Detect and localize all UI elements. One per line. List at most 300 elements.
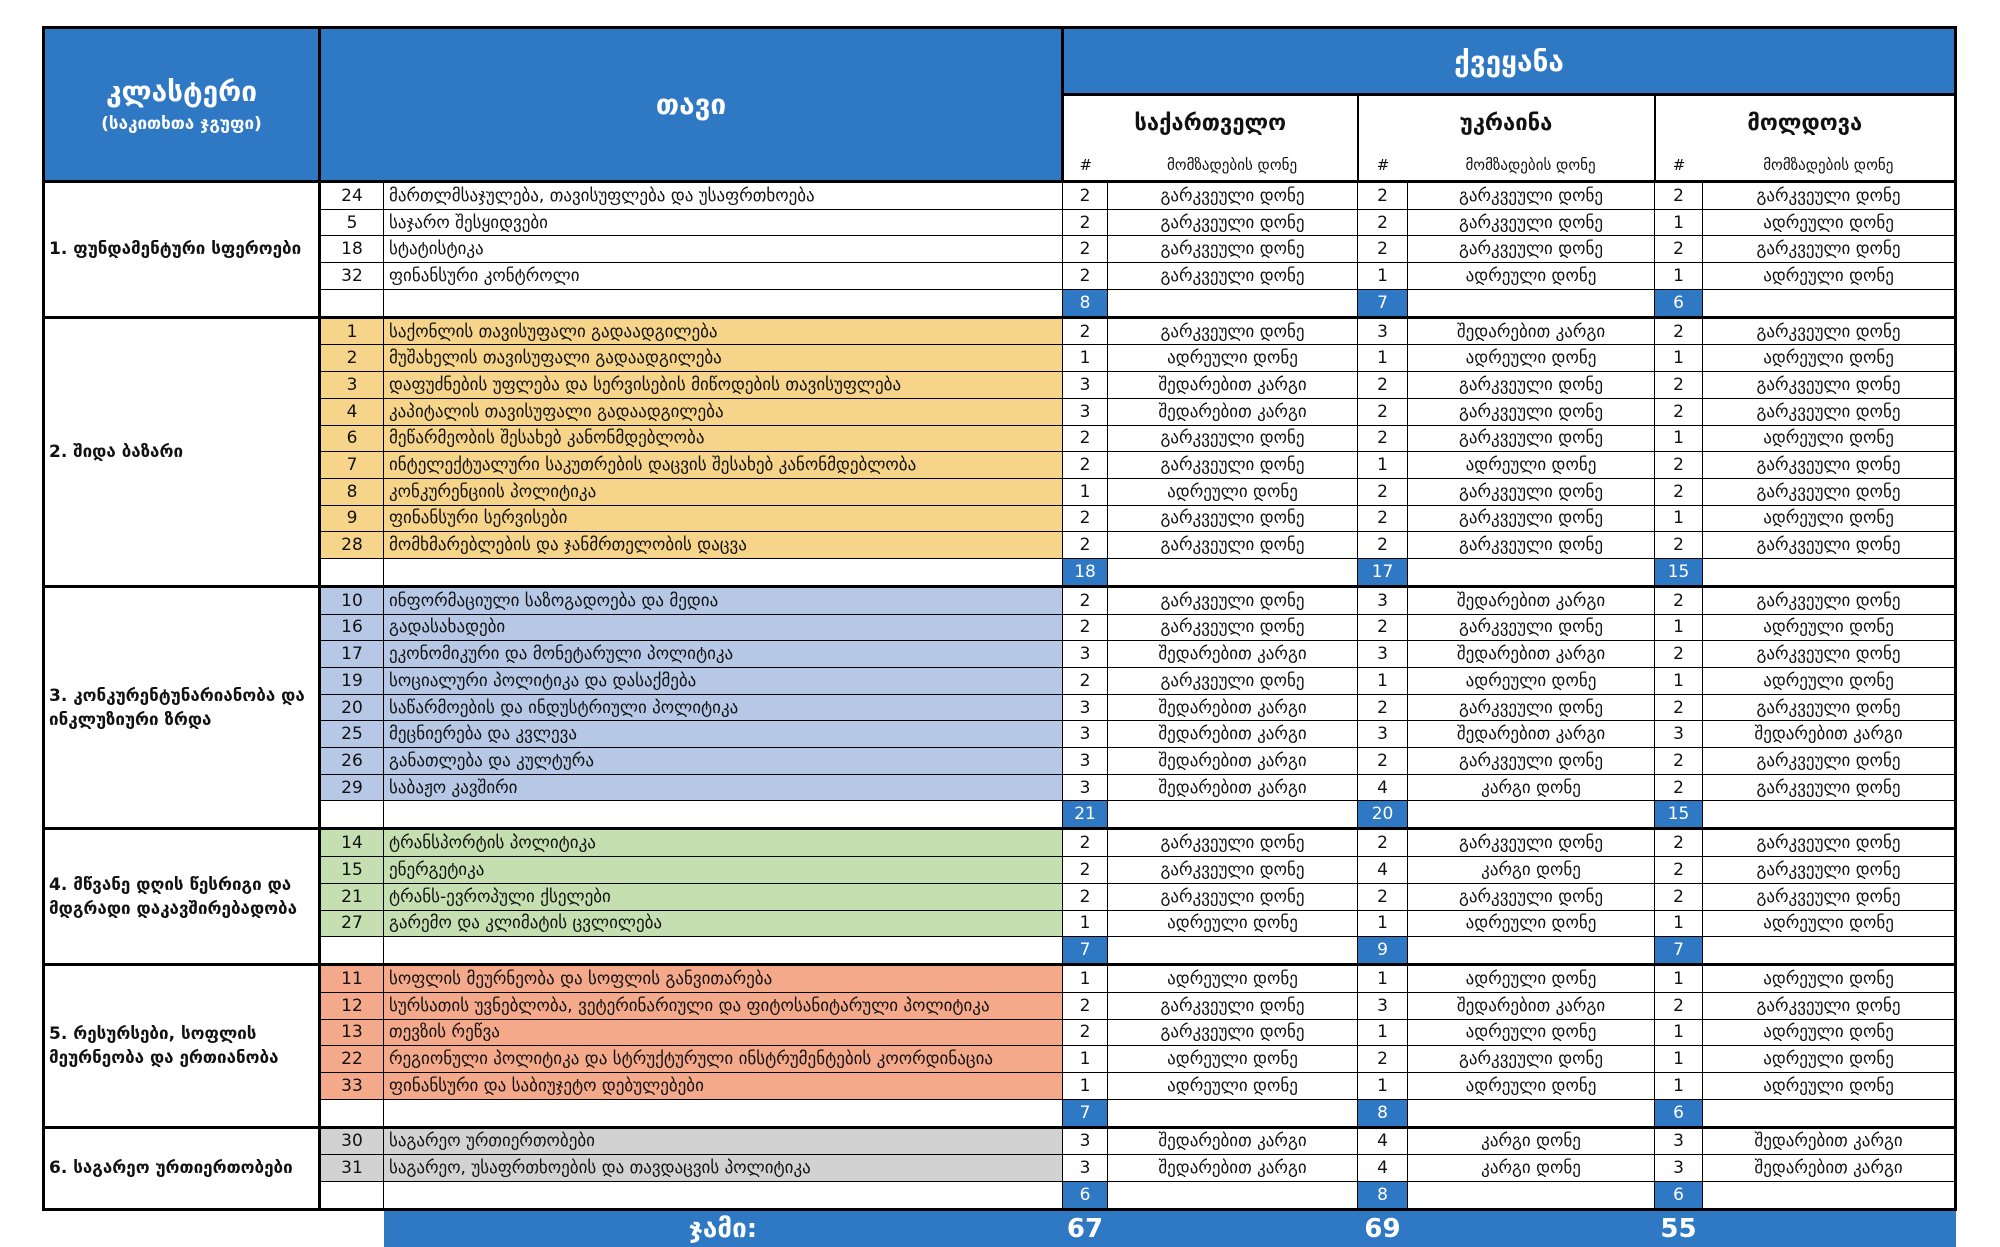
level-number: 1 (1655, 505, 1703, 532)
level-number: 2 (1358, 209, 1408, 236)
level-number: 1 (1063, 965, 1108, 993)
subtotal-spacer (320, 1182, 384, 1210)
level-number: 3 (1063, 694, 1108, 721)
country-name-georgia: საქართველო (1063, 95, 1358, 151)
level-number: 1 (1358, 452, 1408, 479)
table-row (44, 236, 1956, 263)
level-number: 2 (1063, 236, 1108, 263)
table-row (44, 721, 1956, 748)
num-col-header: # (1655, 150, 1703, 182)
chapter-title: მეცნიერება და კვლევა (384, 721, 1063, 748)
level-number: 2 (1063, 857, 1108, 884)
level-text: შედარებით კარგი (1703, 1155, 1956, 1182)
level-number: 1 (1063, 478, 1108, 505)
table-row (44, 182, 1956, 210)
chapter-title: საქონლის თავისუფალი გადაადგილება (384, 317, 1063, 345)
subtotal-spacer (1108, 1099, 1358, 1127)
level-number: 2 (1063, 992, 1108, 1019)
level-text: ადრეული დონე (1703, 668, 1956, 695)
level-text: ადრეული დონე (1408, 263, 1655, 290)
level-text: გარკვეული დონე (1703, 182, 1956, 210)
chapter-title: საგარეო, უსაფრთხოების და თავდაცვის პოლიტიკა (384, 1155, 1063, 1182)
chapter-number: 19 (320, 668, 384, 695)
chapter-title: ფინანსური და საბიუჯეტო დებულებები (384, 1072, 1063, 1099)
level-number: 3 (1063, 1155, 1108, 1182)
chapter-title: გადასახადები (384, 614, 1063, 641)
subtotal-spacer (320, 289, 384, 317)
chapter-number: 21 (320, 883, 384, 910)
level-number: 4 (1358, 1155, 1408, 1182)
subtotal-spacer (1703, 801, 1956, 829)
level-text: ადრეული დონე (1703, 1046, 1956, 1073)
chapter-number: 6 (320, 425, 384, 452)
chapter-title: ფინანსური კონტროლი (384, 263, 1063, 290)
chapter-title: კონკურენციის პოლიტიკა (384, 478, 1063, 505)
level-number: 2 (1358, 236, 1408, 263)
level-number: 4 (1358, 1127, 1408, 1155)
level-text: გარკვეული დონე (1703, 857, 1956, 884)
level-number: 1 (1358, 1019, 1408, 1046)
chapter-title: საგარეო ურთიერთობები (384, 1127, 1063, 1155)
subtotal-spacer (1408, 937, 1655, 965)
level-number: 1 (1358, 668, 1408, 695)
level-text: გარკვეული დონე (1108, 1019, 1358, 1046)
cluster-subtitle: (საკითხთა ჯგუფი) (45, 114, 318, 134)
subtotal-value: 18 (1063, 558, 1108, 586)
level-text: გარკვეული დონე (1408, 883, 1655, 910)
level-number: 2 (1063, 263, 1108, 290)
level-text: გარკვეული დონე (1408, 505, 1655, 532)
chapter-number: 12 (320, 992, 384, 1019)
level-number: 2 (1063, 1019, 1108, 1046)
level-text: გარკვეული დონე (1703, 641, 1956, 668)
subtotal-value: 9 (1358, 937, 1408, 965)
level-number: 2 (1358, 182, 1408, 210)
table-row (44, 345, 1956, 372)
level-number: 2 (1063, 829, 1108, 857)
chapter-number: 15 (320, 857, 384, 884)
level-text: შედარებით კარგი (1408, 992, 1655, 1019)
subtotal-spacer (1408, 1099, 1655, 1127)
level-number: 3 (1063, 1127, 1108, 1155)
chapter-number: 28 (320, 532, 384, 559)
level-text: გარკვეული დონე (1408, 182, 1655, 210)
level-text: შედარებით კარგი (1408, 721, 1655, 748)
level-number: 2 (1655, 372, 1703, 399)
table-row (44, 641, 1956, 668)
level-text: გარკვეული დონე (1703, 694, 1956, 721)
subtotal-spacer (320, 937, 384, 965)
cluster-name: 5. რესურსები, სოფლის მეურნეობა და ერთიანობა (44, 965, 320, 1127)
table-header (44, 28, 1956, 182)
level-number: 2 (1063, 505, 1108, 532)
level-number: 2 (1655, 236, 1703, 263)
total-value-ukraine: 69 (1358, 1210, 1408, 1247)
level-text: გარკვეული დონე (1108, 505, 1358, 532)
chapter-title: სოფლის მეურნეობა და სოფლის განვითარება (384, 965, 1063, 993)
level-number: 1 (1063, 1046, 1108, 1073)
chapter-number: 3 (320, 372, 384, 399)
chapter-title: თევზის რეწვა (384, 1019, 1063, 1046)
level-number: 2 (1655, 748, 1703, 775)
level-number: 3 (1655, 721, 1703, 748)
chapter-number: 30 (320, 1127, 384, 1155)
chapter-number: 17 (320, 641, 384, 668)
level-number: 1 (1655, 263, 1703, 290)
level-number: 2 (1655, 586, 1703, 614)
table-row (44, 965, 1956, 993)
level-number: 4 (1358, 857, 1408, 884)
level-number: 1 (1063, 345, 1108, 372)
table-row (44, 668, 1956, 695)
subtotal-value: 8 (1358, 1182, 1408, 1210)
table-row (44, 857, 1956, 884)
subtotal-value: 8 (1358, 1099, 1408, 1127)
chapter-title: მართლმსაჯულება, თავისუფლება და უსაფრთხოება (384, 182, 1063, 210)
level-number: 2 (1358, 748, 1408, 775)
num-col-header: # (1358, 150, 1408, 182)
country-name-moldova: მოლდოვა (1655, 95, 1956, 151)
level-number: 2 (1358, 829, 1408, 857)
table-body (44, 182, 1956, 1210)
cluster-subtotal-row (44, 1182, 1956, 1210)
level-text: გარკვეული დონე (1703, 236, 1956, 263)
level-number: 2 (1655, 883, 1703, 910)
level-text: გარკვეული დონე (1108, 829, 1358, 857)
chapter-header: თავი (320, 28, 1063, 182)
level-text: გარკვეული დონე (1408, 532, 1655, 559)
subtotal-value: 6 (1063, 1182, 1108, 1210)
subtotal-spacer (1703, 289, 1956, 317)
level-number: 1 (1655, 1072, 1703, 1099)
subtotal-value: 6 (1655, 1099, 1703, 1127)
subtotal-spacer (384, 558, 1063, 586)
level-text: გარკვეული დონე (1703, 774, 1956, 801)
subtotal-value: 7 (1063, 1099, 1108, 1127)
level-number: 2 (1655, 829, 1703, 857)
level-number: 1 (1358, 910, 1408, 937)
chapter-number: 27 (320, 910, 384, 937)
level-text: გარკვეული დონე (1108, 992, 1358, 1019)
table-row (44, 1019, 1956, 1046)
level-number: 2 (1358, 1046, 1408, 1073)
table-row (44, 532, 1956, 559)
level-col-header: მომზადების დონე (1408, 150, 1655, 182)
chapter-number: 2 (320, 345, 384, 372)
level-number: 3 (1358, 586, 1408, 614)
level-text: ადრეული დონე (1703, 614, 1956, 641)
level-text: ადრეული დონე (1703, 209, 1956, 236)
cluster-subtotal-row (44, 937, 1956, 965)
level-number: 3 (1358, 641, 1408, 668)
level-number: 2 (1358, 505, 1408, 532)
level-number: 3 (1358, 992, 1408, 1019)
level-text: კარგი დონე (1408, 1155, 1655, 1182)
level-col-header: მომზადების დონე (1703, 150, 1956, 182)
level-number: 3 (1655, 1155, 1703, 1182)
level-text: ადრეული დონე (1408, 910, 1655, 937)
level-text: ადრეული დონე (1408, 668, 1655, 695)
level-number: 1 (1655, 1046, 1703, 1073)
chapter-number: 26 (320, 748, 384, 775)
table-row (44, 829, 1956, 857)
subtotal-value: 8 (1063, 289, 1108, 317)
table-row (44, 317, 1956, 345)
chapter-title: მეწარმეობის შესახებ კანონმდებლობა (384, 425, 1063, 452)
level-text: შედარებით კარგი (1408, 586, 1655, 614)
subtotal-spacer (320, 558, 384, 586)
level-text: გარკვეული დონე (1108, 425, 1358, 452)
table-row (44, 614, 1956, 641)
level-number: 1 (1655, 209, 1703, 236)
subtotal-value: 7 (1063, 937, 1108, 965)
level-number: 2 (1655, 182, 1703, 210)
level-number: 2 (1063, 883, 1108, 910)
level-text: ადრეული დონე (1108, 1072, 1358, 1099)
subtotal-value: 7 (1655, 937, 1703, 965)
subtotal-value: 6 (1655, 289, 1703, 317)
chapter-number: 7 (320, 452, 384, 479)
assessment-table-sheet (42, 26, 1954, 1201)
subtotal-spacer (384, 801, 1063, 829)
subtotal-spacer (1108, 558, 1358, 586)
subtotal-value: 6 (1655, 1182, 1703, 1210)
chapter-title: კაპიტალის თავისუფალი გადაადგილება (384, 398, 1063, 425)
level-text: ადრეული დონე (1108, 1046, 1358, 1073)
level-text: შედარებით კარგი (1408, 641, 1655, 668)
chapter-title: მომხმარებლების და ჯანმრთელობის დაცვა (384, 532, 1063, 559)
chapter-title: სურსათის უვნებლობა, ვეტერინარიული და ფიტოსანიტარული პოლიტიკა (384, 992, 1063, 1019)
level-text: შედარებით კარგი (1108, 398, 1358, 425)
chapter-title: რეგიონული პოლიტიკა და სტრუქტურული ინსტრუმენტების კოორდინაცია (384, 1046, 1063, 1073)
chapter-number: 4 (320, 398, 384, 425)
assessment-table (42, 26, 1957, 1247)
chapter-title: ინფორმაციული საზოგადოება და მედია (384, 586, 1063, 614)
cluster-subtotal-row (44, 801, 1956, 829)
level-text: გარკვეული დონე (1108, 614, 1358, 641)
chapter-title: ეკონომიკური და მონეტარული პოლიტიკა (384, 641, 1063, 668)
level-number: 1 (1655, 614, 1703, 641)
level-text: გარკვეული დონე (1703, 883, 1956, 910)
chapter-number: 16 (320, 614, 384, 641)
level-number: 2 (1358, 425, 1408, 452)
level-number: 2 (1063, 425, 1108, 452)
cluster-name: 1. ფუნდამენტური სფეროები (44, 182, 320, 318)
chapter-title: ფინანსური სერვისები (384, 505, 1063, 532)
level-text: შედარებით კარგი (1108, 748, 1358, 775)
level-number: 2 (1655, 694, 1703, 721)
chapter-number: 18 (320, 236, 384, 263)
chapter-number: 22 (320, 1046, 384, 1073)
subtotal-spacer (1108, 1182, 1358, 1210)
subtotal-spacer (1703, 558, 1956, 586)
subtotal-value: 15 (1655, 558, 1703, 586)
level-text: შედარებით კარგი (1108, 1127, 1358, 1155)
table-row (44, 425, 1956, 452)
level-number: 2 (1655, 478, 1703, 505)
chapter-title: ტრანსპორტის პოლიტიკა (384, 829, 1063, 857)
level-text: ადრეული დონე (1703, 910, 1956, 937)
table-row (44, 992, 1956, 1019)
chapter-title: საბაჟო კავშირი (384, 774, 1063, 801)
chapter-title: საწარმოების და ინდუსტრიული პოლიტიკა (384, 694, 1063, 721)
subtotal-value: 7 (1358, 289, 1408, 317)
level-text: გარკვეული დონე (1108, 236, 1358, 263)
chapter-title: დაფუძნების უფლება და სერვისების მიწოდების თავისუფლება (384, 372, 1063, 399)
level-text: კარგი დონე (1408, 774, 1655, 801)
total-value-georgia: 67 (1063, 1210, 1108, 1247)
total-label: ჯამი: (384, 1210, 1063, 1247)
cluster-name: 3. კონკურენტუნარიანობა და ინკლუზიური ზრდა (44, 586, 320, 829)
total-value-moldova: 55 (1655, 1210, 1703, 1247)
table-row (44, 505, 1956, 532)
subtotal-spacer (320, 801, 384, 829)
level-number: 4 (1358, 774, 1408, 801)
level-number: 2 (1063, 317, 1108, 345)
level-text: გარკვეული დონე (1408, 614, 1655, 641)
level-number: 3 (1063, 372, 1108, 399)
level-text: შედარებით კარგი (1108, 641, 1358, 668)
table-row (44, 1155, 1956, 1182)
subtotal-spacer (1408, 801, 1655, 829)
chapter-title: გარემო და კლიმატის ცვლილება (384, 910, 1063, 937)
subtotal-spacer (384, 289, 1063, 317)
subtotal-spacer (1703, 1099, 1956, 1127)
level-number: 2 (1358, 532, 1408, 559)
level-text: შედარებით კარგი (1703, 721, 1956, 748)
level-text: გარკვეული დონე (1703, 532, 1956, 559)
level-number: 2 (1655, 641, 1703, 668)
chapter-number: 29 (320, 774, 384, 801)
level-text: გარკვეული დონე (1408, 372, 1655, 399)
level-text: შედარებით კარგი (1108, 694, 1358, 721)
chapter-title: მუშახელის თავისუფალი გადაადგილება (384, 345, 1063, 372)
level-number: 2 (1358, 398, 1408, 425)
subtotal-spacer (1703, 1182, 1956, 1210)
level-text: ადრეული დონე (1108, 910, 1358, 937)
level-text: ადრეული დონე (1703, 965, 1956, 993)
level-text: გარკვეული დონე (1108, 586, 1358, 614)
level-text: ადრეული დონე (1703, 1019, 1956, 1046)
level-number: 1 (1655, 1019, 1703, 1046)
level-text: ადრეული დონე (1108, 478, 1358, 505)
level-text: გარკვეული დონე (1408, 236, 1655, 263)
level-number: 2 (1358, 614, 1408, 641)
level-number: 3 (1063, 721, 1108, 748)
level-number: 1 (1655, 910, 1703, 937)
level-number: 1 (1063, 1072, 1108, 1099)
level-text: გარკვეული დონე (1108, 182, 1358, 210)
chapter-number: 5 (320, 209, 384, 236)
subtotal-value: 21 (1063, 801, 1108, 829)
level-number: 2 (1063, 182, 1108, 210)
level-number: 2 (1358, 694, 1408, 721)
level-number: 3 (1358, 721, 1408, 748)
level-text: კარგი დონე (1408, 857, 1655, 884)
table-row (44, 1127, 1956, 1155)
subtotal-spacer (384, 1182, 1063, 1210)
subtotal-spacer (1408, 289, 1655, 317)
level-text: გარკვეული დონე (1703, 829, 1956, 857)
subtotal-spacer (1703, 937, 1956, 965)
level-text: გარკვეული დონე (1703, 748, 1956, 775)
cluster-subtotal-row (44, 558, 1956, 586)
subtotal-spacer (1108, 937, 1358, 965)
level-text: ადრეული დონე (1703, 425, 1956, 452)
chapter-title: სტატისტიკა (384, 236, 1063, 263)
level-number: 3 (1358, 317, 1408, 345)
level-text: გარკვეული დონე (1408, 478, 1655, 505)
level-text: გარკვეული დონე (1408, 209, 1655, 236)
level-text: ადრეული დონე (1408, 345, 1655, 372)
level-text: გარკვეული დონე (1108, 263, 1358, 290)
level-number: 1 (1358, 1072, 1408, 1099)
table-row (44, 586, 1956, 614)
level-number: 2 (1358, 372, 1408, 399)
level-number: 1 (1063, 910, 1108, 937)
level-text: გარკვეული დონე (1703, 372, 1956, 399)
level-number: 1 (1358, 965, 1408, 993)
subtotal-spacer (1408, 1182, 1655, 1210)
subtotal-spacer (384, 937, 1063, 965)
table-row (44, 910, 1956, 937)
level-text: გარკვეული დონე (1108, 317, 1358, 345)
level-text: გარკვეული დონე (1703, 452, 1956, 479)
subtotal-value: 20 (1358, 801, 1408, 829)
level-number: 2 (1655, 992, 1703, 1019)
level-text: შედარებით კარგი (1108, 372, 1358, 399)
chapter-number: 8 (320, 478, 384, 505)
cluster-subtotal-row (44, 1099, 1956, 1127)
num-col-header: # (1063, 150, 1108, 182)
chapter-title: სოციალური პოლიტიკა და დასაქმება (384, 668, 1063, 695)
level-text: გარკვეული დონე (1108, 209, 1358, 236)
chapter-number: 10 (320, 586, 384, 614)
chapter-number: 20 (320, 694, 384, 721)
table-footer (44, 1210, 1956, 1247)
level-text: გარკვეული დონე (1108, 883, 1358, 910)
level-number: 3 (1063, 774, 1108, 801)
level-number: 3 (1063, 641, 1108, 668)
level-number: 2 (1655, 774, 1703, 801)
chapter-number: 25 (320, 721, 384, 748)
table-row (44, 748, 1956, 775)
level-text: შედარებით კარგი (1408, 317, 1655, 345)
chapter-number: 24 (320, 182, 384, 210)
subtotal-spacer (1108, 801, 1358, 829)
cluster-header (44, 28, 320, 182)
level-number: 1 (1655, 425, 1703, 452)
level-number: 2 (1063, 614, 1108, 641)
chapter-number: 11 (320, 965, 384, 993)
cluster-name: 2. შიდა ბაზარი (44, 317, 320, 586)
level-text: გარკვეული დონე (1408, 1046, 1655, 1073)
level-number: 2 (1655, 317, 1703, 345)
table-row (44, 372, 1956, 399)
chapter-title: ინტელექტუალური საკუთრების დაცვის შესახებ კანონმდებლობა (384, 452, 1063, 479)
table-row (44, 209, 1956, 236)
chapter-number: 9 (320, 505, 384, 532)
chapter-title: ენერგეტიკა (384, 857, 1063, 884)
level-text: გარკვეული დონე (1703, 478, 1956, 505)
level-text: შედარებით კარგი (1108, 774, 1358, 801)
level-number: 2 (1358, 883, 1408, 910)
table-row (44, 694, 1956, 721)
level-text: ადრეული დონე (1703, 505, 1956, 532)
cluster-title: კლასტერი (106, 75, 257, 108)
table-row (44, 398, 1956, 425)
level-text: გარკვეული დონე (1408, 829, 1655, 857)
